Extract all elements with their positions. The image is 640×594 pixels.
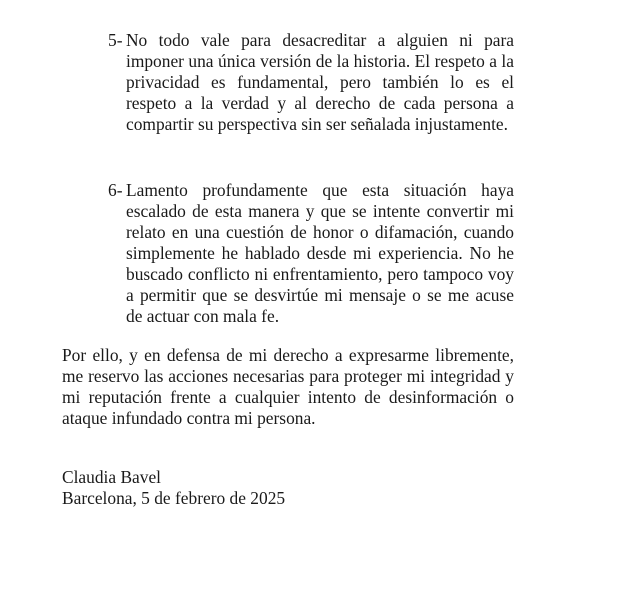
signature-place-date: Barcelona, 5 de febrero de 2025 [62,488,286,508]
signature-name: Claudia Bavel [62,467,162,487]
item-text: No todo vale para desacreditar a alguien ni para imponer una única versión de la historia. El respeto a la privacidad es fundamental, pero también lo es el respeto a la verdad y al derecho de cada persona a compartir su perspectiva sin ser señalada injustamente. [126,30,514,134]
numbered-item-6 [108,180,514,327]
numbered-item-5 [108,30,514,135]
signature-block [62,467,285,509]
closing-paragraph: Por ello, y en defensa de mi derecho a expresarme libremente, me reservo las acciones necesarias para proteger mi integridad y mi reputación frente a cualquier intento de desinformación o ataque infundado contra mi persona. [62,345,514,428]
item-text: Lamento profundamente que esta situación haya escalado de esta manera y que se intente convertir mi relato en una cuestión de honor o difamación, cuando simplemente he hablado desde mi experiencia. No he buscado conflicto ni enfrentamiento, pero tampoco voy a permitir que se desvirtúe mi mensaje o se me acuse de actuar con mala fe. [126,180,514,326]
item-number: 5- [108,30,123,50]
item-number: 6- [108,180,123,200]
